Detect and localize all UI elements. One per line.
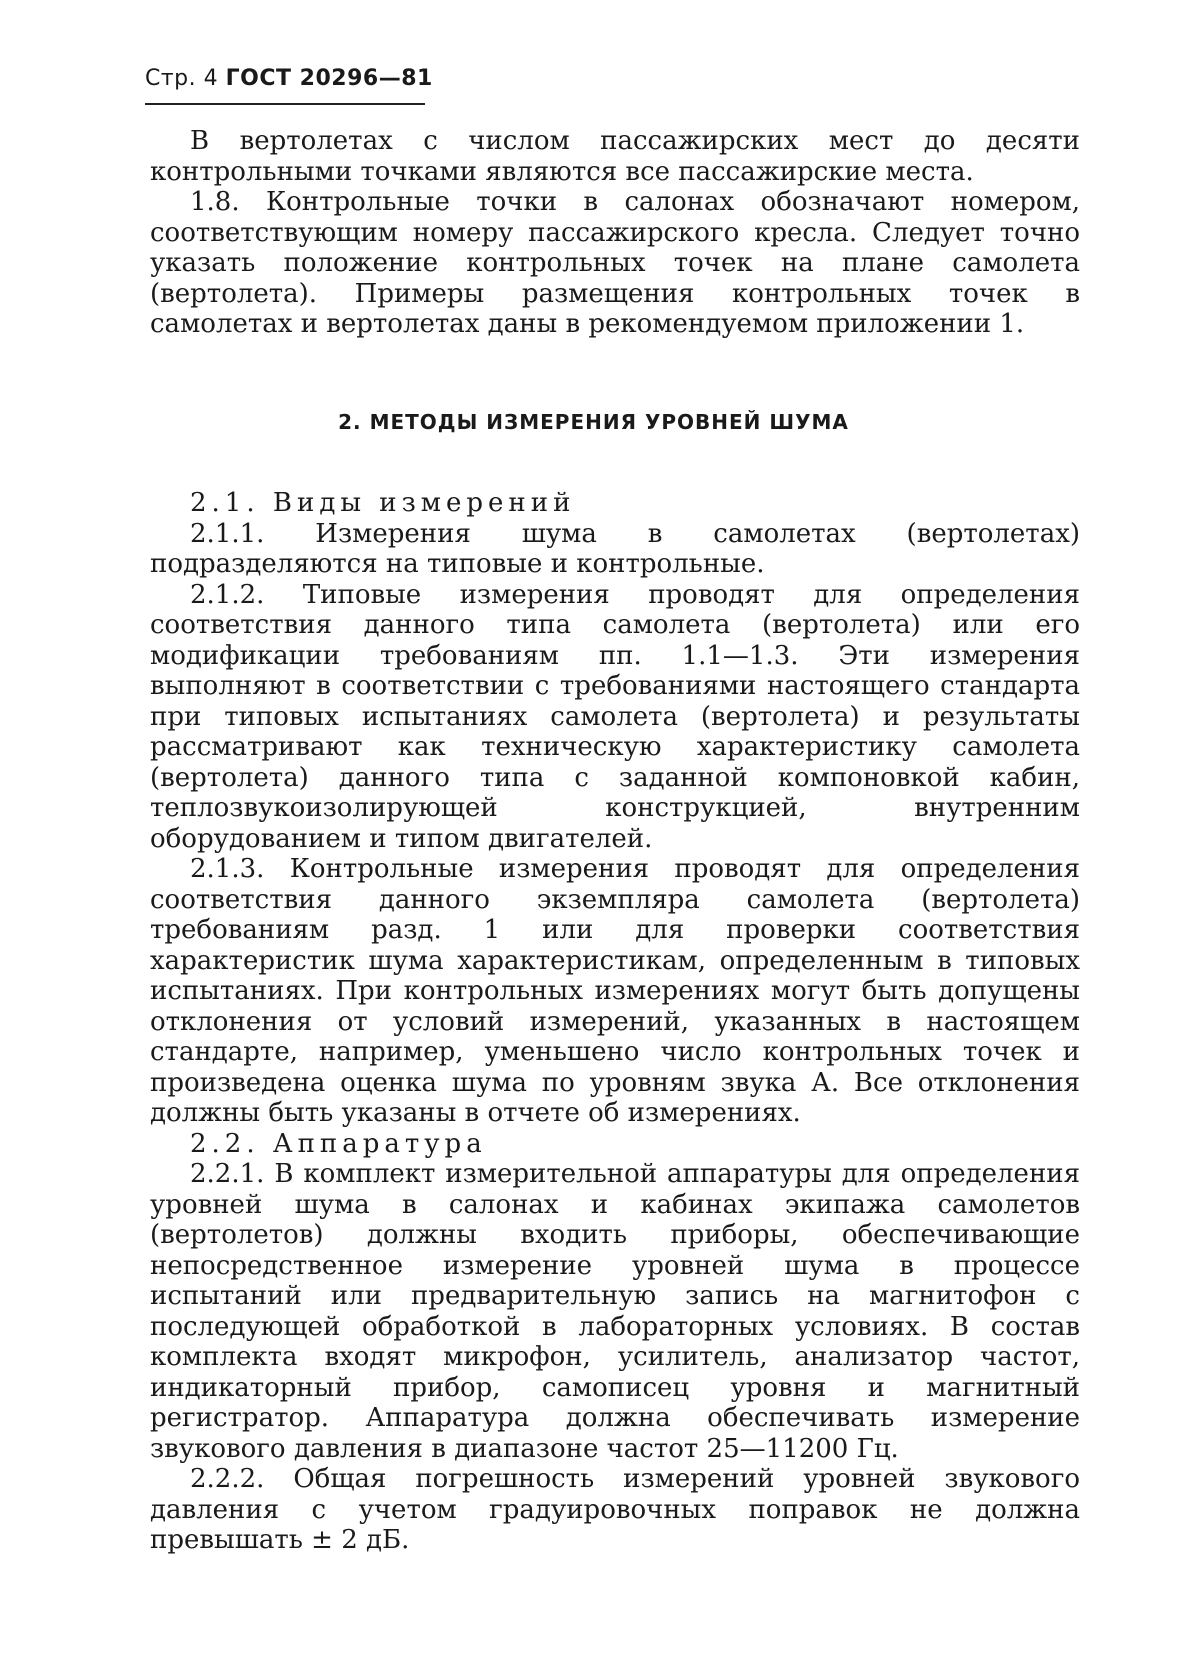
- paragraph-1-8: 1.8. Контрольные точки в салонах обозначают номером, соответствующим номеру пассажирского кресла. Следует точно указать положение контрольных точек на плане самолета (вертолета). Примеры размещения контрольных точек в самолетах и вертолетах даны в рекомендуемом приложении 1.: [150, 187, 1080, 339]
- page-header: [145, 66, 433, 91]
- paragraph-2-2-2: 2.2.2. Общая погрешность измерений уровней звукового давления с учетом градуировочных поправок не должна превышать ± 2 дБ.: [150, 1464, 1080, 1555]
- paragraph-2-2-1: 2.2.1. В комплект измерительной аппаратуры для определения уровней шума в салонах и кабинах экипажа самолетов (вертолетов) должны входить приборы, обеспечивающие непосредственное измерение уровней шума в процессе испытаний или предварительную запись на магнитофон с последующей обработкой в лабораторных условиях. В состав комплекта входят микрофон, усилитель, анализатор частот, индикаторный прибор, самописец уровня и магнитный регистратор. Аппаратура должна обеспечивать измерение звукового давления в диапазоне частот 25—11200 Гц.: [150, 1159, 1080, 1464]
- header-rule: [145, 103, 425, 105]
- paragraph-2-1-2: 2.1.2. Типовые измерения проводят для определения соответствия данного типа самолета (вертолета) или его модификации требованиям пп. 1.1—1.3. Эти измерения выполняют в соответствии с требованиями настоящего стандарта при типовых испытаниях самолета (вертолета) и результаты рассматривают как техническую характеристику самолета (вертолета) данного типа с заданной компоновкой кабин, теплозвукоизолирующей конструкцией, внутренним оборудованием и типом двигателей.: [150, 579, 1080, 854]
- section-2-body: [150, 488, 1080, 1556]
- section-1-continuation: [150, 126, 1080, 340]
- paragraph-2-1-3: 2.1.3. Контрольные измерения проводят для определения соответствия данного экземпляра самолета (вертолета) требованиям разд. 1 или для проверки соответствия характеристик шума характеристикам, определенным в типовых испытаниях. При контрольных измерениях могут быть допущены отклонения от условий измерений, указанных в настоящем стандарте, например, уменьшено число контрольных точек и произведена оценка шума по уровням звука А. Все отклонения должны быть указаны в отчете об измерениях.: [150, 854, 1080, 1128]
- section-2-heading: 2. МЕТОДЫ ИЗМЕРЕНИЯ УРОВНЕЙ ШУМА: [338, 410, 849, 434]
- paragraph-2-1-1: 2.1.1. Измерения шума в самолетах (вертолетах) подразделяются на типовые и контрольные.: [150, 518, 1080, 579]
- subsection-2-2-title: 2.2. Аппаратура: [190, 1128, 487, 1159]
- standard-number: ГОСТ 20296—81: [225, 66, 433, 91]
- subsection-2-1-title: 2.1. Виды измерений: [190, 488, 576, 518]
- paragraph-helicopters: В вертолетах с числом пассажирских мест до десяти контрольными точками являются все пассажирские места.: [150, 126, 1080, 187]
- page-number: Стр. 4: [145, 66, 219, 91]
